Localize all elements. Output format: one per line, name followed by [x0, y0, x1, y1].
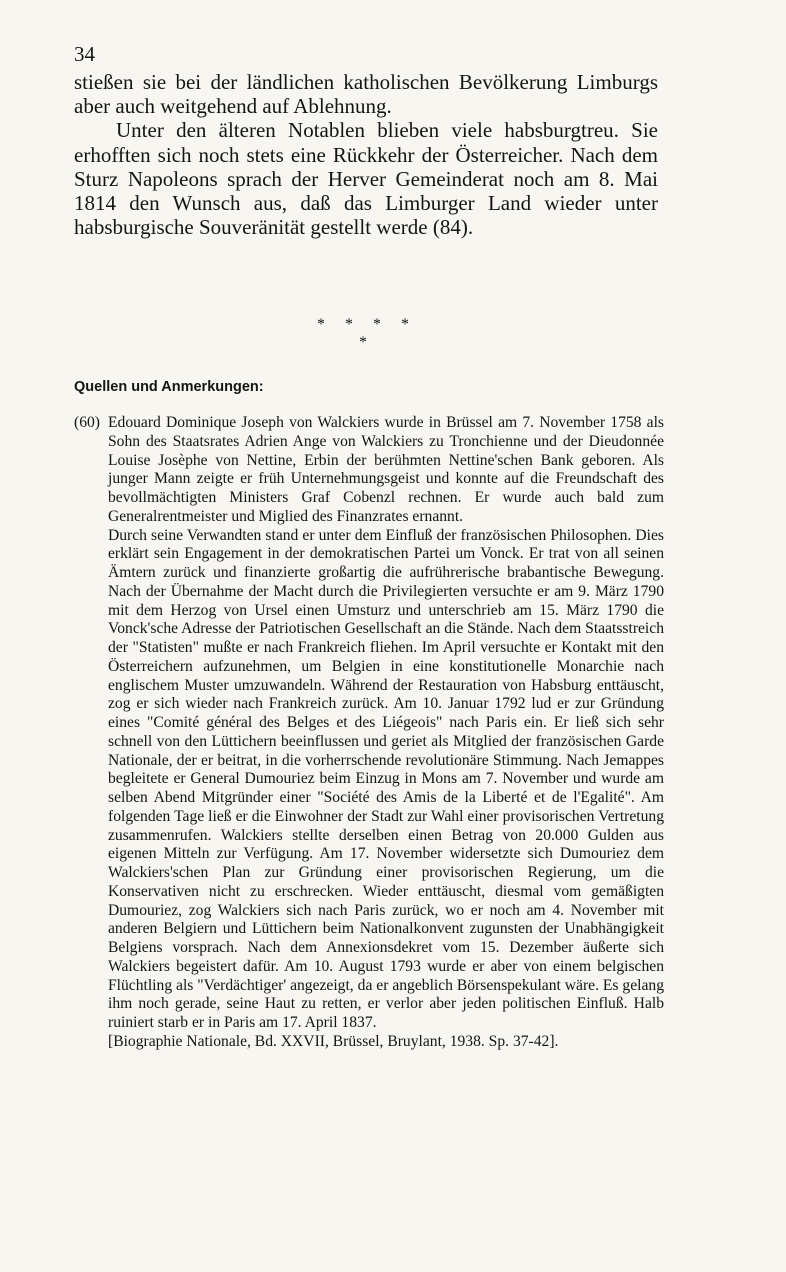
footnote-citation: [Biographie Nationale, Bd. XXVII, Brüssel, Bruylant, 1938. Sp. 37-42].: [108, 1032, 559, 1050]
footnote-paragraph: Durch seine Verwandten stand er unter dem Einfluß der französischen Philosophen. Dies erklärt sein Engagement in der demokratischen Partei um Vonck. Er trat von all seinen Ämtern zurück und finanzierte großartig die aufrührerische brabantische Bewegung. Nach der Übernahme der Macht durch die Privilegierten versuchte er am 9. März 1790 mit dem Herzog von Ursel einen Umsturz und unterschrieb am 15. März 1790 die Vonck'sche Adresse der Patriotischen Gesellschaft an die Stände. Nach dem Staatsstreich der "Statisten" mußte er nach Frankreich fliehen. Im April versuchte er Kontakt mit den Österreichern aufzunehmen, um Belgien in eine konstitutionelle Monarchie nach englischem Muster umzuwandeln. Während der Restauration von Habsburg enttäuscht, zog er sich wieder nach Frankreich zurück. Am 10. Januar 1792 lud er zur Gründung eines "Comité général des Belges et des Liégeois" nach Paris ein. Er ließ sich sehr schnell von den Lüttichern beeinflussen und geriet als Mitglied der französischen Garde Nationale, der er beitrat, in die vorherrschende revolutionäre Stimmung. Nach Jemappes begleitete er General Dumouriez beim Einzug in Mons am 7. November und wurde am selben Abend Mitgründer einer "Société des Amis de la Liberté et de l'Egalité". Am folgenden Tage ließ er die Einwohner der Stadt zur Wahl einer provisorischen Vertretung zusammenrufen. Walckiers stellte derselben einen Betrag von 20.000 Gulden aus eigenen Mitteln zur Verfügung. Am 17. November widersetzte sich Dumouriez dem Walckiers'schen Plan zur Gründung einer provisorischen Regierung, um die Konservativen nicht zu erschrecken. Wieder enttäuscht, diesmal vom gemäßigten Dumouriez, zog Walckiers sich nach Paris zurück, wo er noch am 4. November mit anderen Belgiern und Lüttichern beim Nationalkonvent zugunsten der Unabhängigkeit Belgiens vorsprach. Nach dem Annexionsdekret vom 15. Dezember äußerte sich Walckiers begeistert dafür. Am 10. August 1793 wurde er aber von einem belgischen Flüchtling als "Verdächtiger' angezeigt, da er angeblich Börsenspekulant wäre. Es gelang ihm noch gerade, seine Haut zu retten, er verlor aber jeden politischen Einfluß. Halb ruiniert starb er in Paris am 17. April 1837.: [108, 526, 664, 1031]
notes-heading: Quellen und Anmerkungen:: [74, 379, 264, 395]
footnote-ref: (60): [74, 414, 100, 431]
paragraph-continuation: stießen sie bei der ländlichen katholischen Bevölkerung Limburgs aber auch weitgehend auf Ablehnung.: [74, 70, 658, 119]
paragraph-notables: Unter den älteren Notablen blieben viele habsburgtreu. Sie erhofften sich noch stets eine Rückkehr der Österreicher. Nach dem Sturz Napoleons sprach der Herver Gemeinderat noch am 8. Mai 1814 den Wunsch aus, daß das Limburger Land wieder unter habsburgische Souveränität gestellt werde (84).: [74, 118, 658, 240]
footnote-body: [108, 414, 664, 1052]
footnote-paragraph: Edouard Dominique Joseph von Walckiers wurde in Brüssel am 7. November 1758 als Sohn des Staatsrates Adrien Ange von Walckiers zu Tronchienne und der Dieudonnée Louise Josèphe von Nettine, Erbin der berühmten Nettine'schen Bank geboren. Als junger Mann zeigte er früh Unternehmungsgeist und konnte auf die Freundschaft des bevollmächtigten Ministers Graf Cobenzl rechnen. Er wurde auch bald zum Generalrentmeister und Miglied des Finanzrates ernannt.: [108, 414, 664, 525]
main-text: [74, 70, 658, 239]
footnote-60: [74, 414, 664, 1052]
section-separator: * * * * *: [317, 316, 417, 351]
page-number: 34: [74, 42, 95, 66]
